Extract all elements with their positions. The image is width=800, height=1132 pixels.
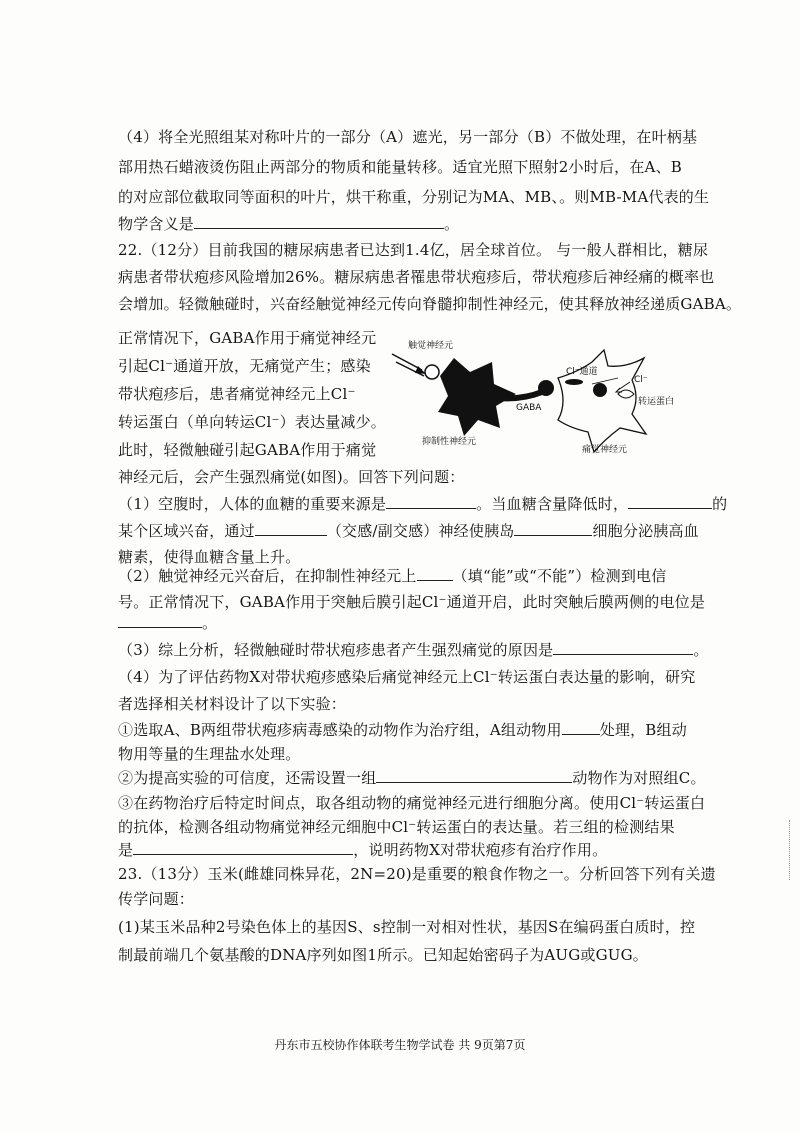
- q22-wrap-1: 正常情况下，GABA作用于痛觉神经元: [118, 329, 377, 347]
- q22-1-line-2: [118, 521, 699, 541]
- q22-intro-1: 22.（12分）目前我国的糖尿病患者已达到1.4亿，居全球首位。 与一般人群相比，糖尿: [118, 241, 709, 259]
- q22-3-line-1: [118, 640, 709, 660]
- q23-line-2: 传学问题：: [118, 890, 195, 908]
- answer-blank[interactable]: [562, 720, 600, 735]
- q23-line-1: 23.（13分）玉米(雌雄同株异花，2N=20)是重要的粮食作物之一。分析回答下列有关遗: [118, 865, 716, 883]
- text: 物学含义是: [118, 215, 195, 233]
- label-cl-ion: Cl⁻: [634, 375, 648, 385]
- q23-line-3: (1)某玉米品种2号染色体上的基因S、s控制一对相对性状，基因S在编码蛋白质时，控: [118, 918, 696, 936]
- text: 某个区域兴奋，通过: [118, 522, 255, 540]
- text: （3）综上分析，轻微触碰时带状疱疹患者产生强烈痛觉的原因是: [118, 641, 554, 659]
- cl-channel-shape: [565, 379, 583, 385]
- q22-wrap-5: 此时，轻微触碰引起GABA作用于痛觉: [118, 441, 377, 459]
- page-footer: 丹东市五校协作体联考生物学试卷 共 9页第7页: [274, 1038, 526, 1052]
- text: （填“能”或“不能”）检测到电信: [452, 567, 667, 585]
- text: 。当血糖含量降低时，: [476, 495, 629, 513]
- pain-neuron-nucleus: [593, 383, 607, 397]
- q22-4-step-1a: [118, 720, 687, 740]
- text: 处理，B组动: [599, 721, 687, 739]
- text: ②为提高实验的可信度，还需设置一组: [118, 769, 377, 787]
- label-transporter: 转运蛋白: [638, 397, 675, 407]
- synapse-terminal: [538, 380, 554, 396]
- answer-blank[interactable]: [417, 566, 453, 581]
- q22-2-line-1: [118, 566, 666, 586]
- answer-blank[interactable]: [376, 768, 572, 783]
- q21-4-line-2: 部用热石蜡液烫伤阻止两部分的物质和能量转移。适宜光照下照射2小时后，在A、B: [118, 158, 683, 176]
- q22-4-line-1: （4）为了评估药物X对带状疱疹感染后痛觉神经元上Cl⁻转运蛋白表达量的影响，研究: [118, 668, 696, 686]
- answer-blank[interactable]: [386, 494, 476, 509]
- text: 。: [693, 641, 709, 659]
- label-cl-channel: Cl⁻通道: [566, 367, 598, 377]
- text: 。: [202, 614, 218, 632]
- q22-wrap-4: 转运蛋白（单向转运Cl⁻）表达量减少。: [118, 413, 386, 431]
- q22-1-line-1: [118, 494, 727, 514]
- text: 动物作为对照组C。: [572, 769, 706, 787]
- text: ①选取A、B两组带状疱疹病毒感染的动物作为治疗组，A组动物用: [118, 721, 562, 739]
- q23-line-4: 制最前端几个氨基酸的DNA序列如图1所示。已知起始密码子为AUG或GUG。: [118, 946, 648, 964]
- q21-4-line-3: 的对应部位截取同等面积的叶片，烘干称重，分别记为MA、MB、。则MB-MA代表的生: [118, 188, 710, 206]
- text: ，说明药物X对带状疱疹有治疗作用。: [353, 841, 608, 859]
- q22-4-step-3c: [118, 840, 607, 860]
- label-inhibitory-neuron: 抑制性神经元: [422, 437, 477, 447]
- q22-2-line-2: 号。正常情况下，GABA作用于突触后膜引起Cl⁻通道开启，此时突触后膜两侧的电位是: [118, 593, 706, 611]
- q22-intro-2: 病患者带状疱疹风险增加26%。糖尿病患者罹患带状疱疹后，带状疱疹后神经痛的概率也: [118, 268, 715, 286]
- text: 是: [118, 841, 134, 859]
- label-gaba: GABA: [516, 403, 542, 413]
- q22-2-line-3: [118, 613, 217, 633]
- answer-blank[interactable]: [194, 214, 444, 229]
- label-pain-neuron: 痛觉神经元: [582, 445, 628, 455]
- answer-blank[interactable]: [133, 840, 353, 855]
- pain-neuron-shape: [558, 350, 646, 452]
- q22-wrap-3: 带状疱疹后，患者痛觉神经元上Cl⁻: [118, 385, 356, 403]
- answer-blank[interactable]: [514, 521, 592, 536]
- q22-1-line-3: 糖素，使得血糖含量上升。: [118, 548, 301, 566]
- answer-blank[interactable]: [255, 521, 327, 536]
- neuron-diagram: [382, 328, 682, 458]
- q22-4-step-1b: 物用等量的生理盐水处理。: [118, 745, 301, 763]
- text: 的: [712, 495, 728, 513]
- q22-4-step-3a: ③在药物治疗后特定时间点，取各组动物的痛觉神经元进行细胞分离。使用Cl⁻转运蛋白: [118, 794, 706, 812]
- q22-intro-3: 会增加。轻微触碰时，兴奋经触觉神经元传向脊髓抑制性神经元，使其释放神经递质GABA。: [118, 295, 742, 313]
- text: （1）空腹时，人体的血糖的重要来源是: [118, 495, 387, 513]
- touch-neuron-terminal: [425, 365, 439, 379]
- q22-4-step-3b: 的抗体，检测各组动物痛觉神经元细胞中Cl⁻转运蛋白的表达量。若三组的检测结果: [118, 818, 675, 836]
- scan-artifact: [789, 820, 794, 880]
- q22-wrap-2: 引起Cl⁻通道开放，无痛觉产生；感染: [118, 357, 371, 375]
- q21-4-line-1: （4）将全光照组某对称叶片的一部分（A）遮光，另一部分（B）不做处理，在叶柄基: [118, 128, 698, 146]
- label-touch-neuron: 触觉神经元: [408, 341, 454, 351]
- text: 细胞分泌胰高血: [592, 522, 699, 540]
- answer-blank[interactable]: [118, 613, 202, 628]
- q22-4-line-2: 者选择相关材料设计了以下实验：: [118, 695, 347, 713]
- text: 。: [444, 215, 460, 233]
- answer-blank[interactable]: [628, 494, 712, 509]
- q22-4-step-2: [118, 768, 706, 788]
- text: （2）触觉神经元兴奋后，在抑制性神经元上: [118, 567, 417, 585]
- text: （交感/副交感）神经使胰岛: [326, 522, 515, 540]
- q21-4-line-4: [118, 214, 459, 234]
- answer-blank[interactable]: [553, 640, 693, 655]
- q22-wrap-6: 神经元后，会产生强烈痛觉(如图)。回答下列问题：: [118, 468, 465, 486]
